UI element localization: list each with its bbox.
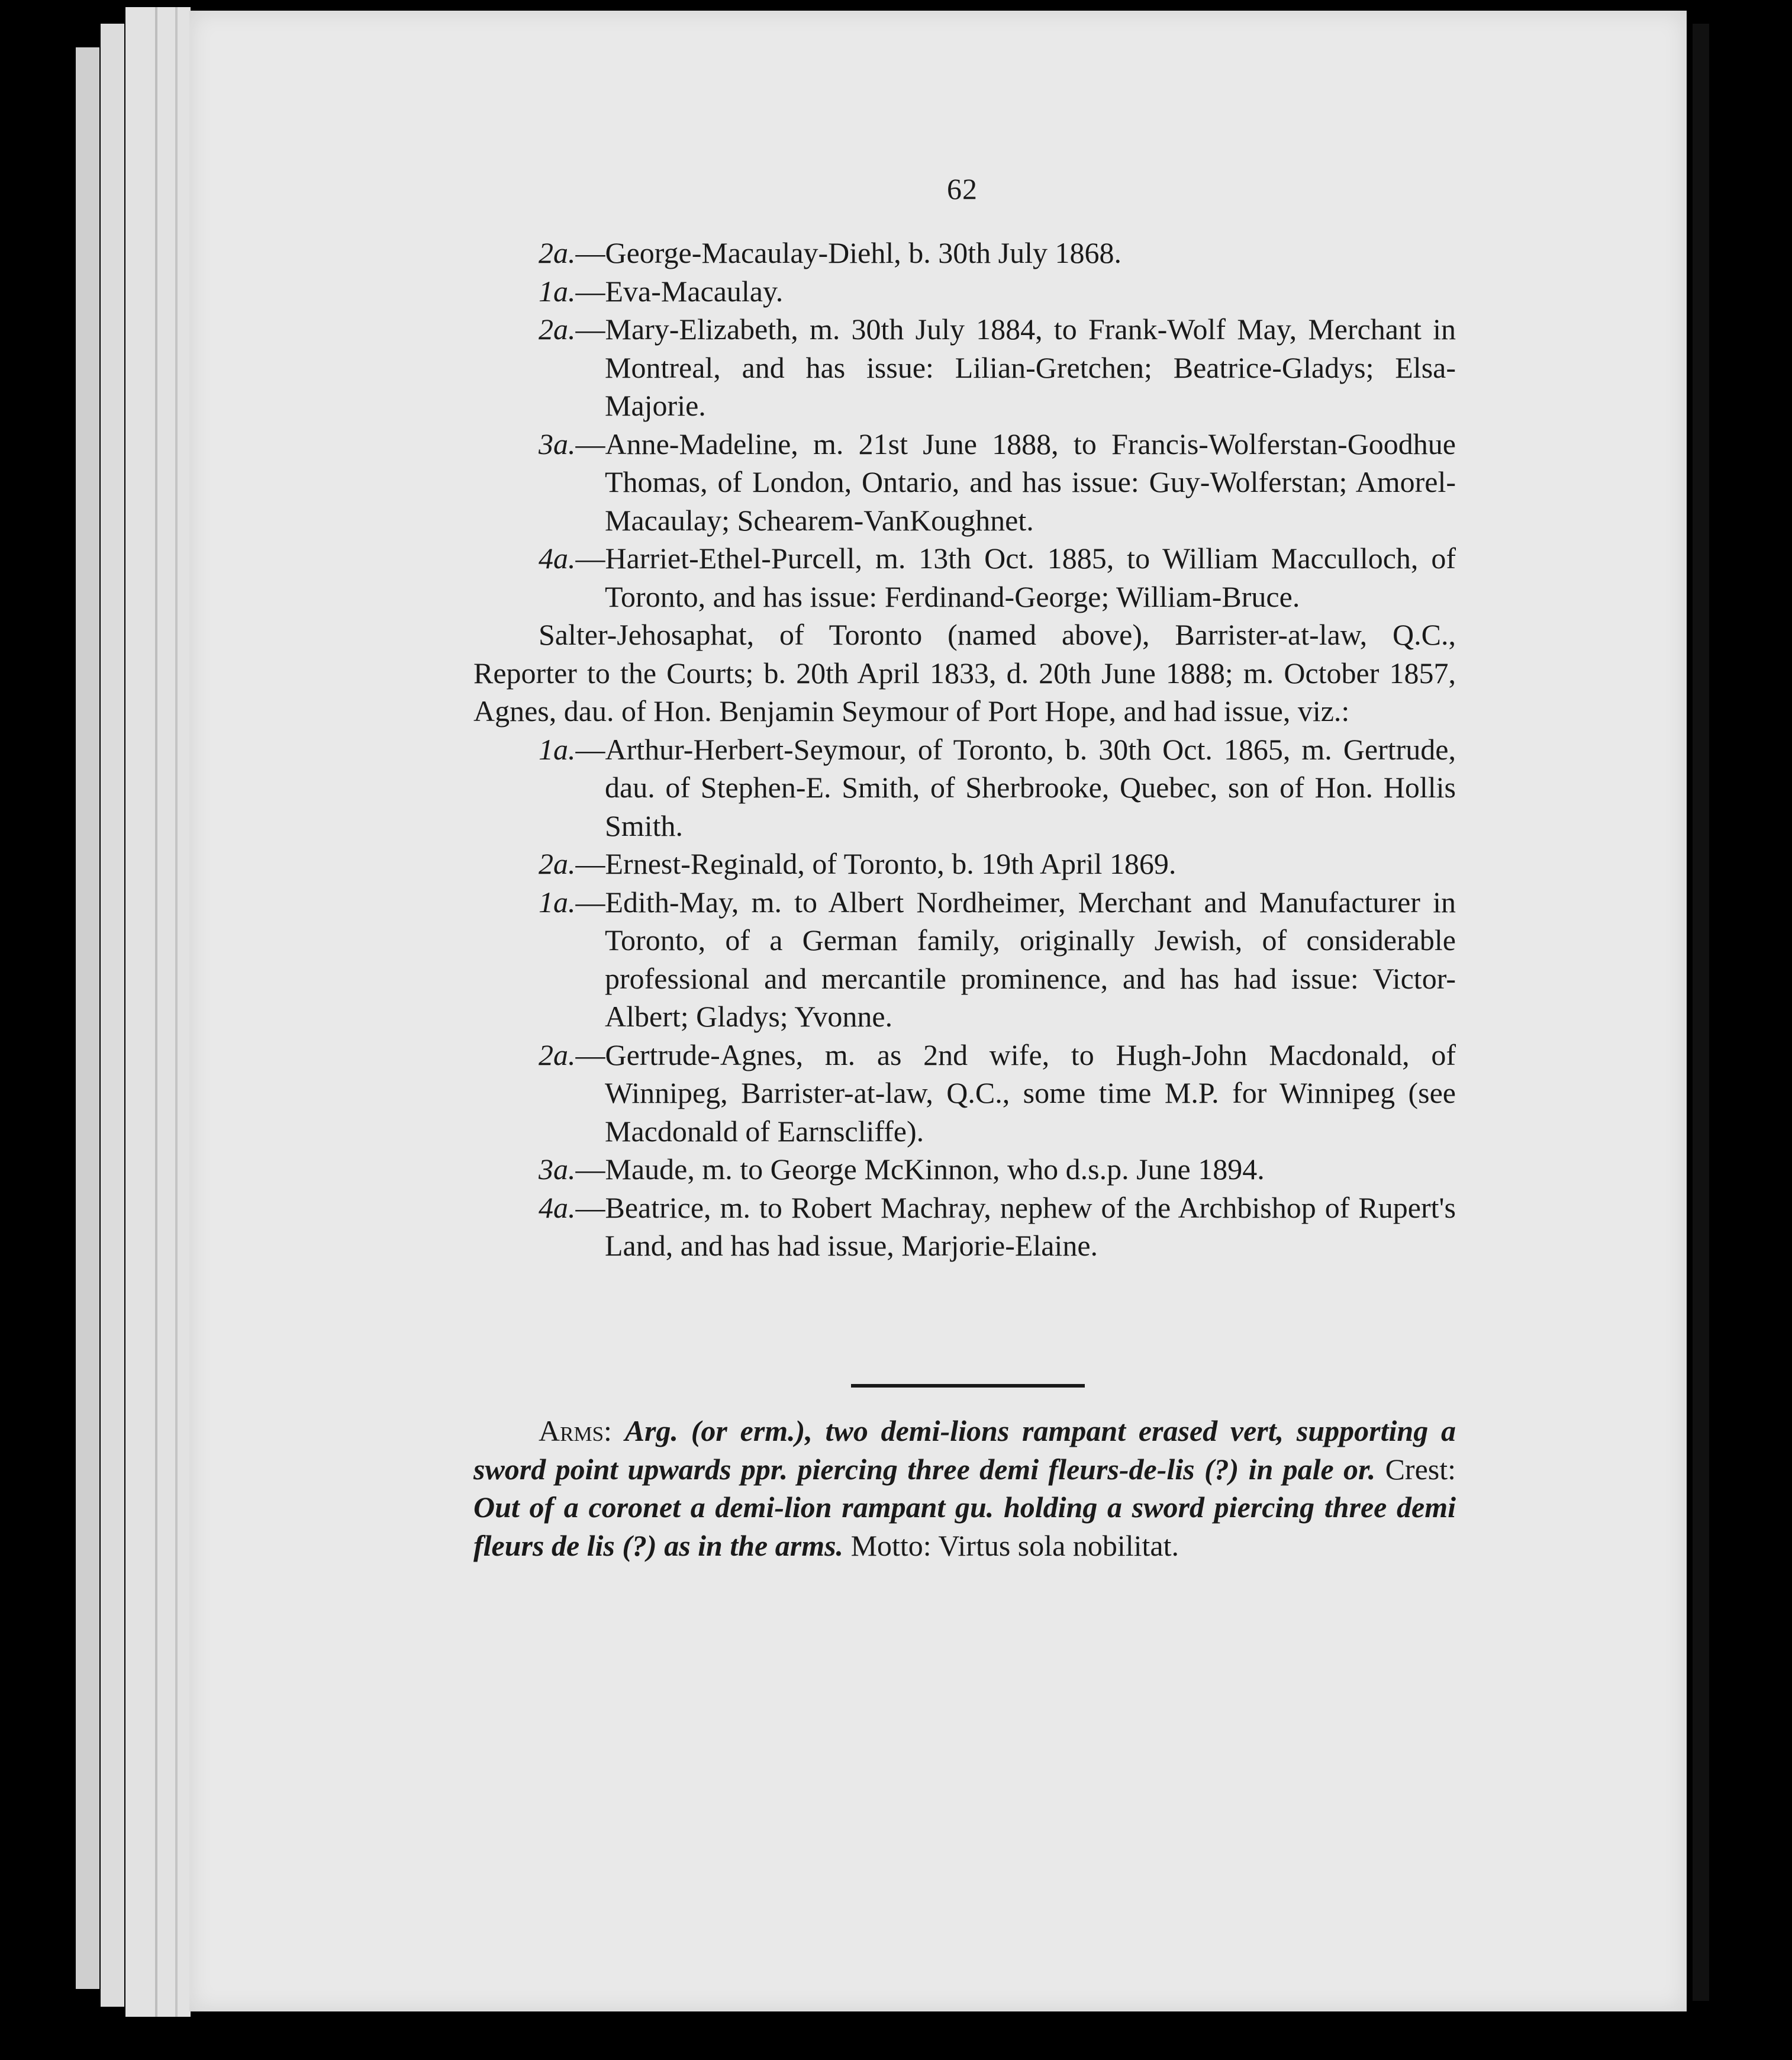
entry-marker: 3a. — [539, 1153, 576, 1186]
crest-label: Crest: — [1385, 1452, 1456, 1486]
entry-marker: 2a. — [539, 1038, 576, 1071]
entry-marker: 2a. — [539, 236, 576, 269]
entry-marker: 1a. — [539, 732, 576, 766]
genealogy-entry — [539, 845, 1456, 883]
page-edge-line — [175, 7, 178, 2017]
genealogy-entry — [539, 1150, 1456, 1189]
entry-marker: 4a. — [539, 1190, 576, 1224]
entries-bottom — [473, 730, 1456, 1265]
entry-text: —Mary-Elizabeth, m. 30th July 1884, to Frank-Wolf May, Merchant in Montreal, and has issue: Lilian-Gretchen; Beatrice-Gladys; Elsa-Majorie. — [575, 313, 1456, 422]
entry-marker: 1a. — [539, 274, 576, 308]
entry-marker: 1a. — [539, 885, 576, 919]
page-edge — [76, 47, 99, 1989]
entry-text: —Beatrice, m. to Robert Machray, nephew of the Archbishop of Rupert's Land, and has had issue, Marjorie-Elaine. — [575, 1190, 1456, 1262]
entry-text: —Ernest-Reginald, of Toronto, b. 19th April 1869. — [575, 847, 1177, 880]
entry-marker: 2a. — [539, 313, 576, 346]
genealogy-entry — [539, 883, 1456, 1036]
entry-text: —Anne-Madeline, m. 21st June 1888, to Francis-Wolferstan-Goodhue Thomas, of London, Ontario, and has issue: Guy-Wolferstan; Amorel-Macaulay; Schearem-VanKoughnet. — [575, 427, 1456, 537]
coat-of-arms-description — [473, 1412, 1456, 1565]
page-edge-line — [155, 7, 157, 2017]
genealogy-entry — [539, 425, 1456, 540]
genealogy-entry — [539, 1036, 1456, 1151]
section-divider — [851, 1384, 1085, 1388]
genealogy-text — [473, 234, 1456, 1265]
arms-blazon: Arg. (or erm.), two demi-lions rampant erased vert, supporting a sword point upwards ppr. piercing three demi fleurs-de-lis (?) in pale or. — [473, 1414, 1456, 1486]
genealogy-entry — [539, 539, 1456, 616]
page-edge — [125, 7, 191, 2017]
genealogy-entry — [539, 310, 1456, 425]
genealogy-entry — [539, 730, 1456, 845]
motto-text: Virtus sola nobilitat. — [938, 1528, 1179, 1562]
genealogy-entry — [539, 272, 1456, 311]
page-number: 62 — [947, 172, 978, 205]
entry-marker: 4a. — [539, 542, 576, 575]
entry-text: —Harriet-Ethel-Purcell, m. 13th Oct. 1885, to William Macculloch, of Toronto, and has issue: Ferdinand-George; William-Bruce. — [575, 542, 1456, 613]
motto-label: Motto: — [850, 1528, 932, 1562]
arms-label: Arms: — [539, 1414, 612, 1447]
entry-text: —Arthur-Herbert-Seymour, of Toronto, b. 30th Oct. 1865, m. Gertrude, dau. of Stephen-E. Smith, of Sherbrooke, Quebec, son of Hon. Hollis Smith. — [575, 732, 1456, 842]
entry-marker: 2a. — [539, 847, 576, 880]
entries-top — [473, 234, 1456, 616]
entry-text: —Edith-May, m. to Albert Nordheimer, Merchant and Manufacturer in Toronto, of a German family, originally Jewish, of considerable professional and mercantile prominence, and has had issue: Victor-Albert; Gladys; Yvonne. — [575, 885, 1456, 1033]
genealogy-entry — [539, 234, 1456, 272]
binding-shadow — [1693, 24, 1709, 2001]
entry-text: —Maude, m. to George McKinnon, who d.s.p. June 1894. — [575, 1153, 1265, 1186]
genealogy-entry — [539, 1189, 1456, 1265]
crest-description: Out of a coronet a demi-lion rampant gu. holding a sword piercing three demi fleurs de lis (?) as in the arms. — [473, 1491, 1456, 1562]
page-edge — [101, 24, 124, 2007]
entry-marker: 3a. — [539, 427, 576, 461]
entry-text: —Gertrude-Agnes, m. as 2nd wife, to Hugh-John Macdonald, of Winnipeg, Barrister-at-law, Q.C., some time M.P. for Winnipeg (see Macdonald of Earnscliffe). — [575, 1038, 1456, 1148]
entry-text: —Eva-Macaulay. — [575, 274, 784, 308]
biography-paragraph: Salter-Jehosaphat, of Toronto (named above), Barrister-at-law, Q.C., Reporter to the Courts; b. 20th April 1833, d. 20th June 1888; m. October 1857, Agnes, dau. of Hon. Benjamin Seymour of Port Hope, and had issue, viz.: — [473, 618, 1456, 728]
entry-text: —George-Macaulay-Diehl, b. 30th July 1868. — [575, 236, 1121, 269]
